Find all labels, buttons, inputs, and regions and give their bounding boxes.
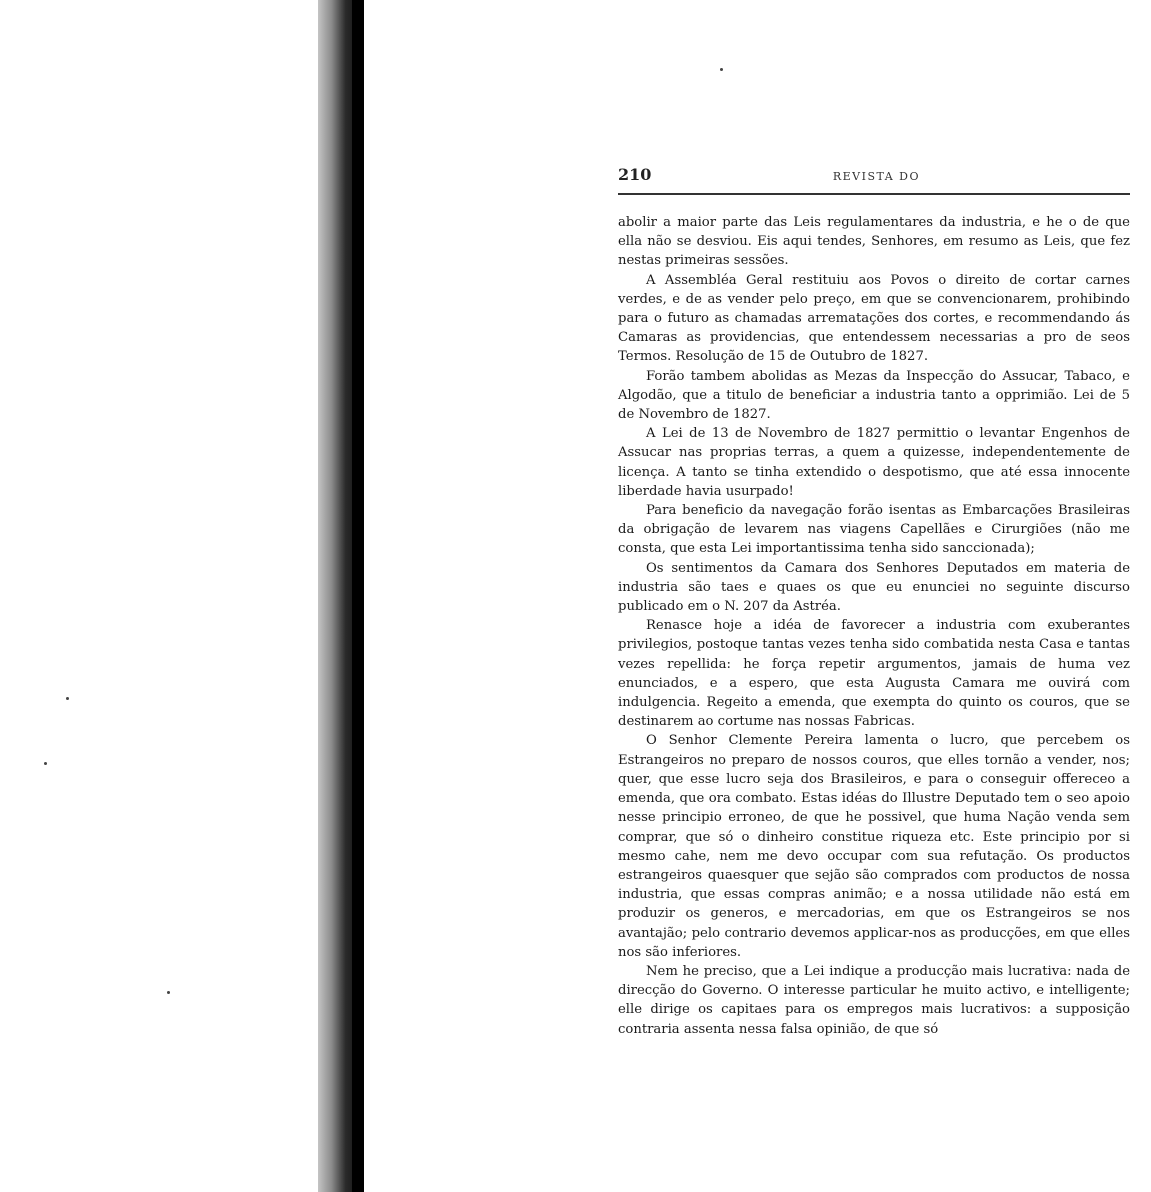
page-number: 210 — [618, 165, 652, 184]
dust-speck — [720, 68, 723, 71]
paragraph: abolir a maior parte das Leis regulamentares da industria, e he o de que ella não se desviou. Eis aqui tendes, Senhores, em resumo as Leis, que fez nestas primeiras sessões. — [618, 215, 1130, 269]
dust-speck — [66, 697, 69, 700]
gutter-shadow — [352, 0, 364, 1192]
paragraph: Forão tambem abolidas as Mezas da Inspecção do Assucar, Tabaco, e Algodão, que a titulo de beneficiar a industria tanto a opprimião. Lei de 5 de Novembro de 1827. — [618, 368, 1130, 423]
dust-speck — [167, 991, 170, 994]
paragraph: Os sentimentos da Camara dos Senhores Deputados em materia de industria são taes e quaes os que eu enunciei no seguinte discurso publicado em o N. 207 da Astréa. — [618, 560, 1130, 615]
dust-speck — [44, 762, 47, 765]
body-text — [618, 213, 1130, 1039]
paragraph: Renasce hoje a idéa de favorecer a industria com exuberantes privilegios, postoque tantas vezes tenha sido combatida nesta Casa e tantas vezes repellida: he força repetir argumentos, jamais de huma vez enunciados, e a espero, que esta Augusta Camara me ouvirá com indulgencia. Regeito a emenda, que exempta do quinto os couros, que se destinarem ao cortume nas nossas Fabricas. — [618, 618, 1130, 730]
paragraph: Nem he preciso, que a Lei indique a producção mais lucrativa: nada de direcção do Governo. O interesse particular he muito activo, e intelligente; elle dirige os capitaes para os empregos mais lucrativos: a supposição contraria assenta nessa falsa opinião, de que só — [618, 963, 1130, 1037]
running-head: REVISTA DO — [832, 170, 920, 183]
paragraph: O Senhor Clemente Pereira lamenta o lucro, que percebem os Estrangeiros no preparo de nossos couros, que elles tornão a vender, nos; quer, que esse lucro seja dos Brasileiros, e para o conseguir offereceo a emenda, que ora combato. Estas idéas do Illustre Deputado tem o seo apoio nesse principio erroneo, de que he possivel, que huma Nação venda sem comprar, que só o dinheiro constitue riqueza etc. Este principio por si mesmo cahe, nem me devo occupar com sua refutação. Os productos estrangeiros quaesquer que sejão são comprados com productos de nossa industria, que essas compras animão; e a nossa utilidade não está em produzir os generos, e mercadorias, em que os Estrangeiros se nos avantajão; pelo contrario devemos applicar-nos as producções, em que elles nos são inferiores. — [618, 733, 1130, 960]
page-header — [618, 165, 1130, 195]
paragraph: A Lei de 13 de Novembro de 1827 permittio o levantar Engenhos de Assucar nas proprias terras, a quem a quizesse, independentemente de licença. A tanto se tinha extendido o despotismo, que até essa innocente liberdade havia usurpado! — [618, 426, 1130, 499]
paragraph: A Assembléa Geral restituiu aos Povos o direito de cortar carnes verdes, e de as vender pelo preço, em que se convencionarem, prohibindo para o futuro as chamadas arrematações dos cortes, e recommendando ás Camaras as providencias, que entendessem necessarias a pro de seos Termos. Resolução de 15 de Outubro de 1827. — [618, 272, 1130, 365]
right-page — [618, 165, 1130, 1039]
paragraph: Para beneficio da navegação forão isentas as Embarcações Brasileiras da obrigação de levarem nas viagens Capellães e Cirurgiões (não me consta, que esta Lei importantissima tenha sido sanccionada); — [618, 503, 1130, 557]
